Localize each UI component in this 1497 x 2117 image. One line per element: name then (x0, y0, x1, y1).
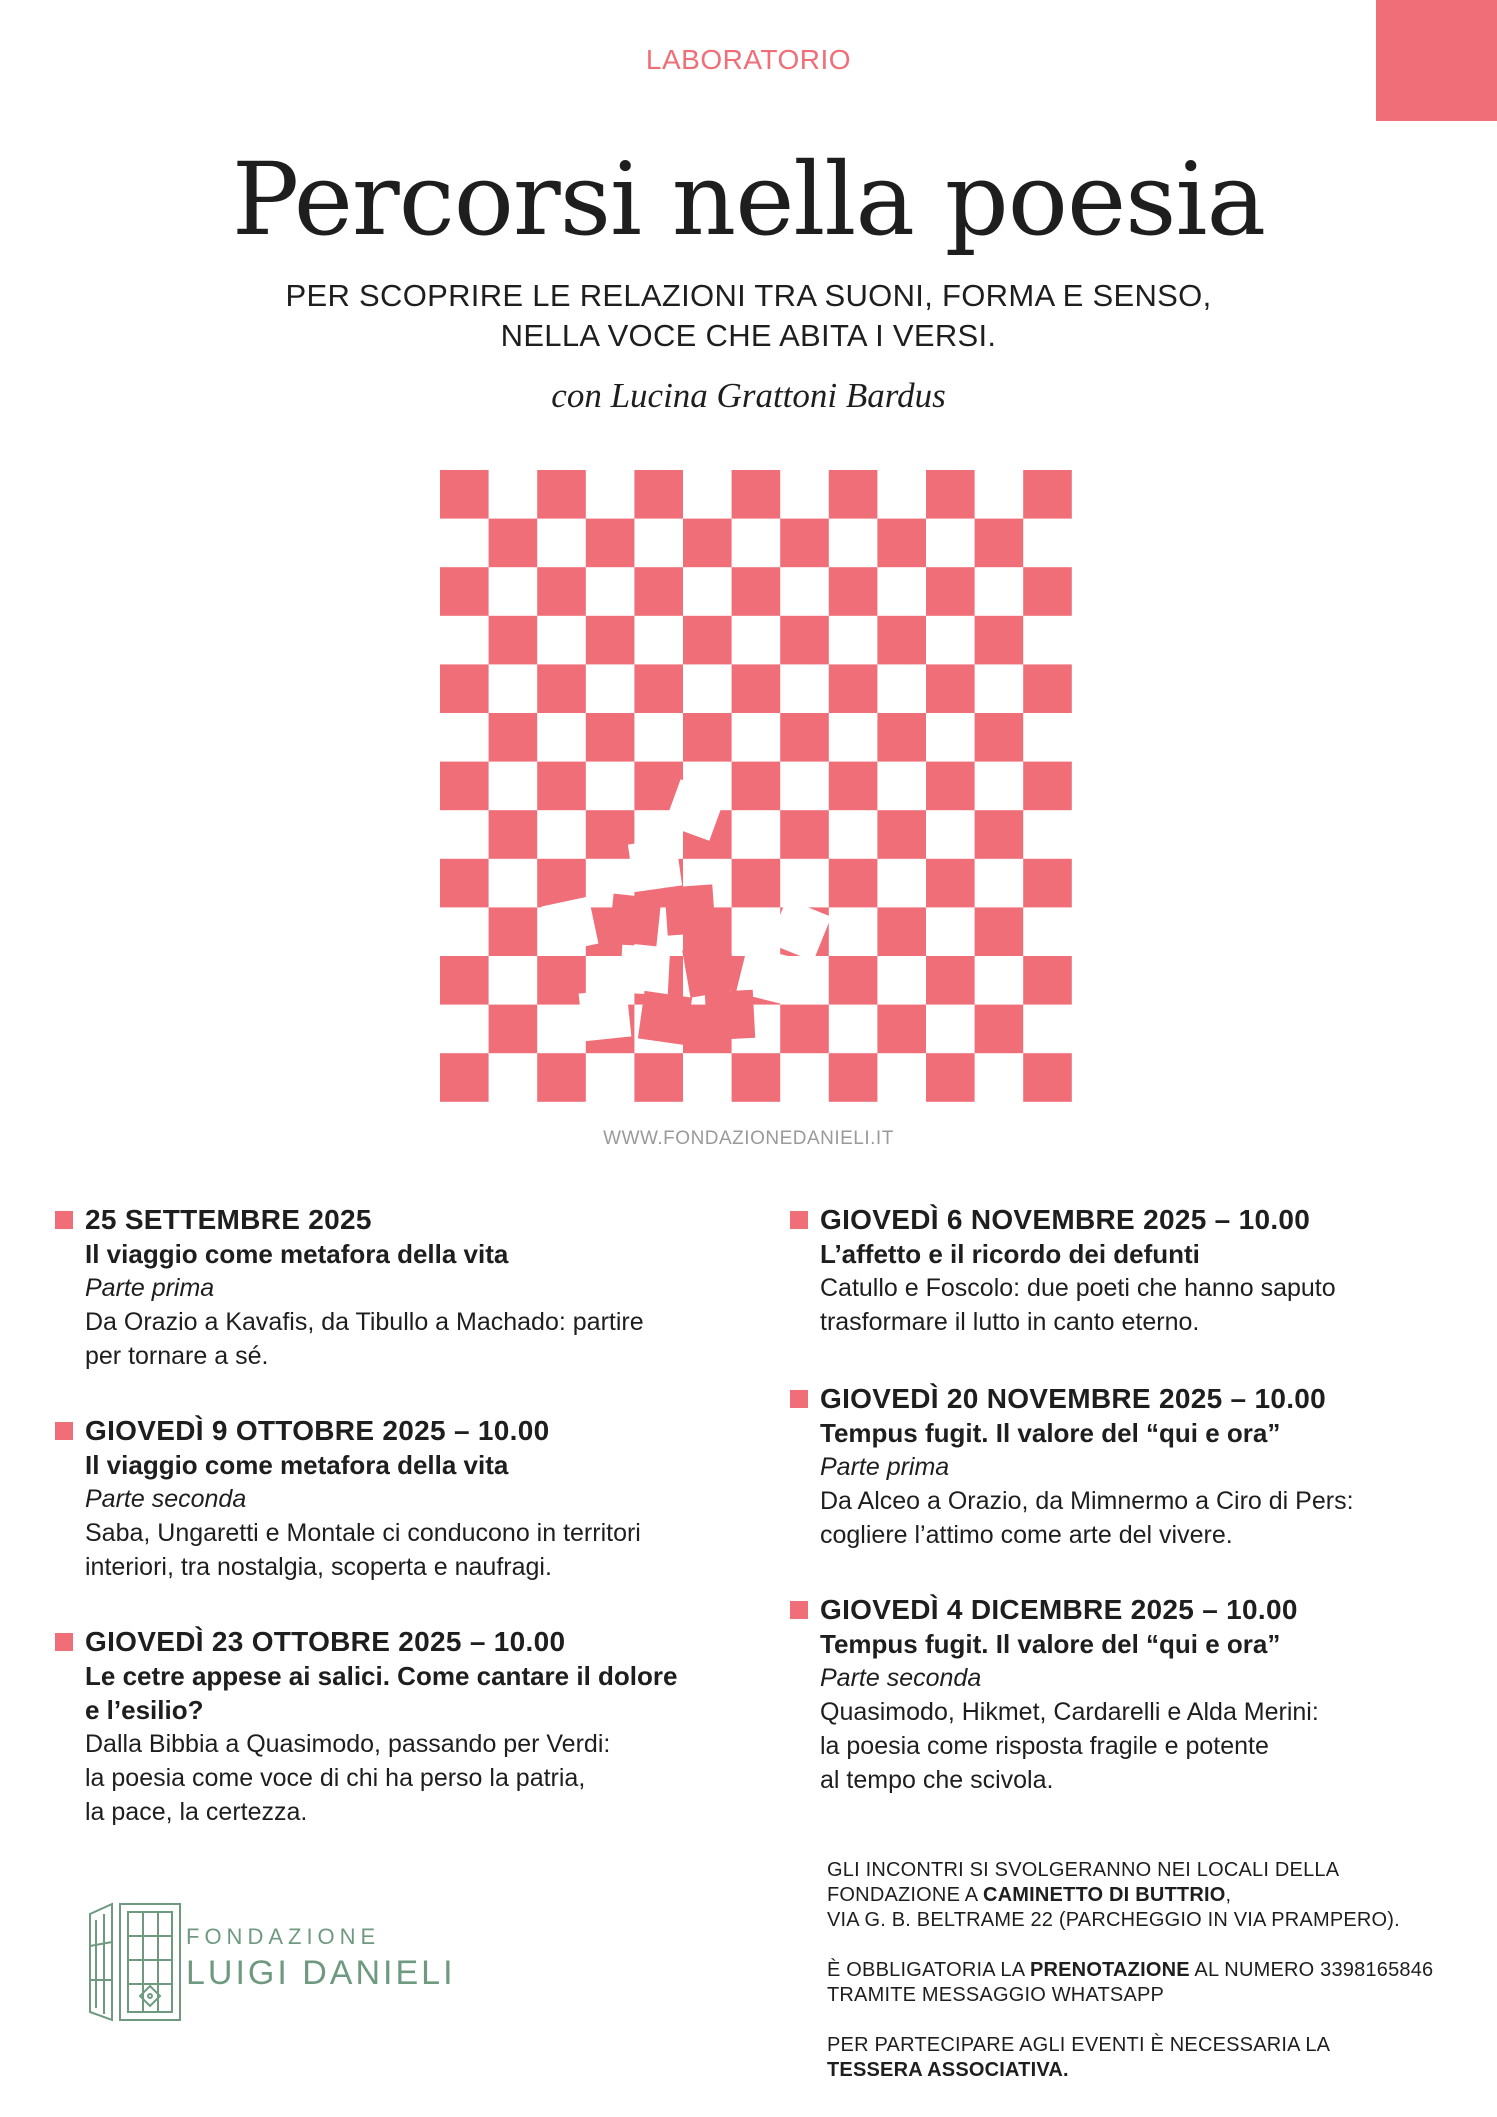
checker-square (926, 762, 975, 811)
checker-square (926, 470, 975, 519)
scattered-tile (664, 884, 715, 935)
event-4 (790, 1203, 1480, 1339)
checker-square (440, 956, 489, 1005)
checker-square (489, 713, 538, 762)
event-date: GIOVEDÌ 4 DICEMBRE 2025 – 10.00 (790, 1593, 1480, 1627)
event-description: Da Alceo a Orazio, da Mimnermo a Ciro di Pers: cogliere l’attimo come arte del vivere. (820, 1487, 1354, 1549)
event-heading: Il viaggio come metafora della vita (85, 1239, 509, 1269)
practical-info (827, 1858, 1467, 2108)
checker-square (829, 567, 878, 616)
checker-square (440, 1053, 489, 1102)
foundation-logo-icon (86, 1900, 186, 2025)
checker-square (586, 519, 635, 568)
event-description: Da Orazio a Kavafis, da Tibullo a Machado: partire per tornare a sé. (85, 1308, 644, 1370)
checker-square (440, 567, 489, 616)
checker-square (732, 859, 781, 908)
checker-square (1023, 859, 1072, 908)
event-heading: L’affetto e il ricordo dei defunti (820, 1239, 1200, 1269)
membership-info: PER PARTECIPARE AGLI EVENTI È NECESSARIA LA TESSERA ASSOCIATIVA. (827, 2034, 1331, 2081)
foundation-logo-text (186, 1924, 456, 1993)
checker-square (732, 664, 781, 713)
event-6 (790, 1593, 1480, 1797)
checker-square (537, 567, 586, 616)
event-description: Dalla Bibbia a Quasimodo, passando per Verdi: la poesia come voce di chi ha perso la patria, la pace, la certezza. (85, 1730, 611, 1826)
checker-square (634, 470, 683, 519)
checker-square (1023, 567, 1072, 616)
checker-square (683, 616, 732, 665)
event-date: GIOVEDÌ 20 NOVEMBRE 2025 – 10.00 (790, 1382, 1480, 1416)
event-part: Parte seconda (820, 1664, 982, 1692)
subtitle (0, 276, 1497, 356)
checker-square (975, 616, 1024, 665)
checker-square (926, 567, 975, 616)
checker-square (489, 907, 538, 956)
checker-square (877, 810, 926, 859)
checker-square (732, 567, 781, 616)
scattered-tile (609, 894, 662, 947)
scattered-tile (628, 838, 682, 892)
checker-square (440, 664, 489, 713)
checker-square (780, 616, 829, 665)
checker-square (489, 616, 538, 665)
event-part: Parte seconda (85, 1485, 247, 1513)
checker-square (877, 616, 926, 665)
scattered-tile (638, 991, 692, 1045)
page-title: Percorsi nella poesia (231, 141, 1266, 258)
checker-square (877, 713, 926, 762)
checker-square (829, 1053, 878, 1102)
event-heading: Il viaggio come metafora della vita (85, 1450, 509, 1480)
checker-square (732, 470, 781, 519)
checker-square (829, 664, 878, 713)
logo-line-2: LUIGI DANIELI (186, 1954, 456, 1992)
scattered-tile (542, 897, 599, 954)
checker-square (829, 859, 878, 908)
checker-square (877, 907, 926, 956)
checker-square (537, 956, 586, 1005)
checker-square (586, 616, 635, 665)
checker-square (780, 519, 829, 568)
checker-square (926, 859, 975, 908)
subtitle-line: NELLA VOCE CHE ABITA I VERSI. (500, 318, 997, 353)
checkerboard-artwork (440, 470, 1080, 1110)
checker-square (537, 1053, 586, 1102)
checker-square (440, 470, 489, 519)
checker-square (780, 810, 829, 859)
checker-square (1023, 762, 1072, 811)
checker-square (926, 664, 975, 713)
checker-square (537, 470, 586, 519)
checker-square (829, 762, 878, 811)
checker-square (683, 519, 732, 568)
logo-line-1: FONDAZIONE (186, 1924, 381, 1949)
event-heading: Le cetre appese ai salici. Come cantare il dolore e l’esilio? (85, 1661, 678, 1725)
event-description: Quasimodo, Hikmet, Cardarelli e Alda Merini: la poesia come risposta fragile e potente al tempo che scivola. (820, 1698, 1319, 1794)
checker-square (440, 859, 489, 908)
scattered-tile (620, 945, 670, 995)
checker-square (1023, 664, 1072, 713)
event-2 (55, 1414, 745, 1584)
checker-square (489, 1005, 538, 1054)
author-byline: con Lucina Grattoni Bardus (551, 376, 946, 415)
checker-square (975, 713, 1024, 762)
checker-square (975, 810, 1024, 859)
checker-square (732, 1053, 781, 1102)
checker-square (975, 519, 1024, 568)
scattered-tile (682, 942, 738, 998)
venue-info: GLI INCONTRI SI SVOLGERANNO NEI LOCALI DELLA FONDAZIONE A CAMINETTO DI BUTTRIO, VIA G. B. BELTRAME 22 (PARCHEGGIO IN VIA PRAMPERO). (827, 1859, 1400, 1931)
event-heading: Tempus fugit. Il valore del “qui e ora” (820, 1418, 1281, 1448)
checker-square (975, 907, 1024, 956)
checker-square (975, 1005, 1024, 1054)
checker-square (489, 810, 538, 859)
checker-square (732, 762, 781, 811)
event-part: Parte prima (820, 1453, 950, 1481)
event-date: GIOVEDÌ 6 NOVEMBRE 2025 – 10.00 (790, 1203, 1480, 1237)
checker-square (829, 470, 878, 519)
checker-square (586, 810, 635, 859)
checker-square (1023, 956, 1072, 1005)
checker-square (634, 1053, 683, 1102)
checker-square (926, 956, 975, 1005)
checkerboard-grid (440, 470, 1072, 1102)
workshop-label: LABORATORIO (645, 44, 852, 75)
event-5 (790, 1382, 1480, 1552)
scattered-tile (705, 990, 755, 1040)
checker-square (780, 1005, 829, 1054)
checker-square (780, 713, 829, 762)
checker-square (537, 762, 586, 811)
event-3 (55, 1625, 745, 1829)
event-date: GIOVEDÌ 23 OTTOBRE 2025 – 10.00 (55, 1625, 745, 1659)
event-description: Saba, Ungaretti e Montale ci conducono in territori interiori, tra nostalgia, scoperta e naufragi. (85, 1519, 641, 1581)
checker-square (877, 1005, 926, 1054)
booking-info: È OBBLIGATORIA LA PRENOTAZIONE AL NUMERO 3398165846 TRAMITE MESSAGGIO WHATSAPP (827, 1959, 1434, 2006)
checker-square (440, 762, 489, 811)
checker-square (489, 519, 538, 568)
event-1 (55, 1203, 745, 1373)
event-part: Parte prima (85, 1274, 215, 1302)
website-url: WWW.FONDAZIONEDANIELI.IT (603, 1128, 894, 1149)
checker-square (634, 664, 683, 713)
event-description: Catullo e Foscolo: due poeti che hanno saputo trasformare il lutto in canto eterno. (820, 1274, 1336, 1336)
checker-square (829, 956, 878, 1005)
checker-square (1023, 1053, 1072, 1102)
event-date: 25 SETTEMBRE 2025 (55, 1203, 745, 1237)
checker-square (586, 713, 635, 762)
event-heading: Tempus fugit. Il valore del “qui e ora” (820, 1629, 1281, 1659)
checker-square (683, 713, 732, 762)
checker-square (877, 519, 926, 568)
subtitle-line: PER SCOPRIRE LE RELAZIONI TRA SUONI, FORMA E SENSO, (285, 278, 1212, 313)
checker-square (634, 567, 683, 616)
event-date: GIOVEDÌ 9 OTTOBRE 2025 – 10.00 (55, 1414, 745, 1448)
checker-square (537, 664, 586, 713)
checker-square (1023, 470, 1072, 519)
checker-square (926, 1053, 975, 1102)
scattered-tile (579, 989, 632, 1042)
